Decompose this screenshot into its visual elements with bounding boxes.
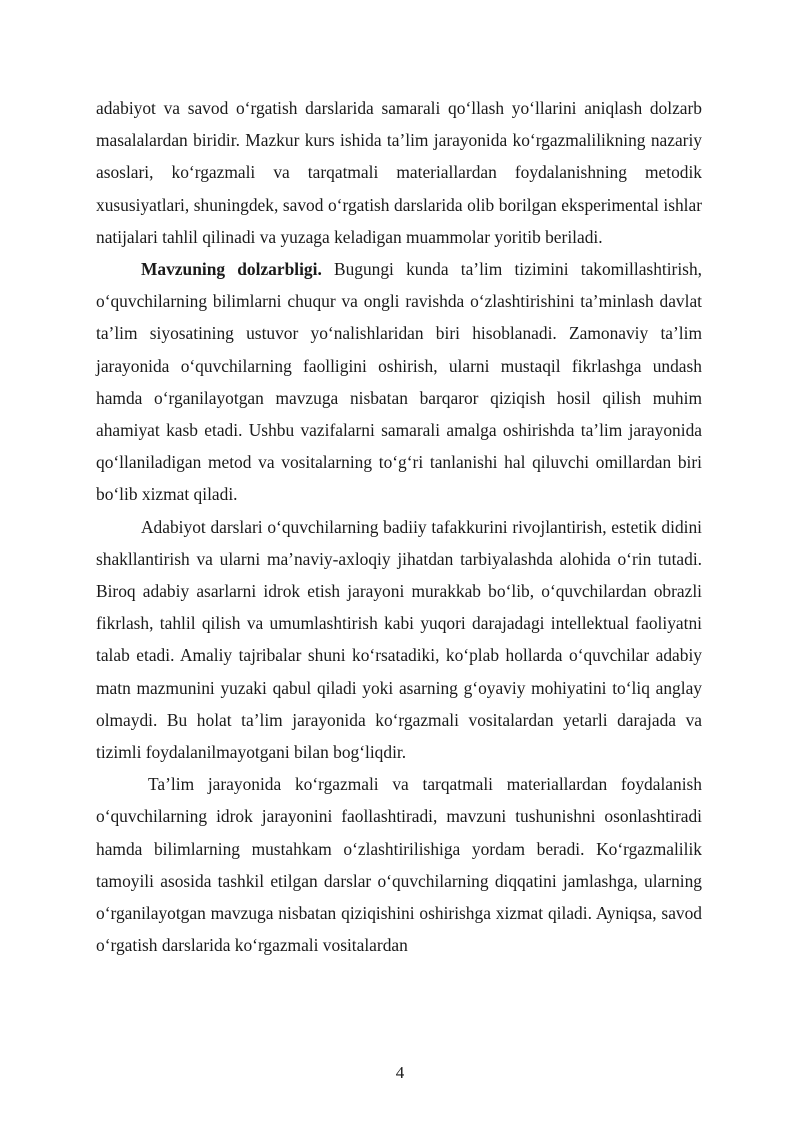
document-body <box>96 92 702 961</box>
paragraph-literature-lessons: Adabiyot darslari o‘quvchilarning badiiy tafakkurini rivojlantirish, estetik didini shakllantirish va ularni ma’naviy-axloqiy jihatdan tarbiyalashda alohida o‘rin tutadi. Biroq adabiy asarlarni idrok etish jarayoni murakkab bo‘lib, o‘quvchilardan obrazli fikrlash, tahlil qilish va umumlashtirish kabi yuqori darajadagi intellektual faoliyatni talab etadi. Amaliy tajribalar shuni ko‘rsatadiki, ko‘plab hollarda o‘quvchilar adabiy matn mazmunini yuzaki qabul qiladi yoki asarning g‘oyaviy mohiyatini to‘liq anglay olmaydi. Bu holat ta’lim jarayonida ko‘rgazmali vositalardan yetarli darajada va tizimli foydalanilmayotgani bilan bog‘liqdir. <box>96 516 702 763</box>
paragraph-relevance <box>96 253 702 511</box>
relevance-text: Bugungi kunda ta’lim tizimini takomillashtirish, o‘quvchilarning bilimlarni chuqur va ongli ravishda o‘zlashtirishini ta’minlash davlat ta’lim siyosatining ustuvor yo‘nalishlaridan biri hisoblanadi. Zamonaviy ta’lim jarayonida o‘quvchilarning faolligini oshirish, ularni mustaqil fikrlashga undash hamda o‘rganilayotgan mavzuga nisbatan barqaror qiziqish hosil qilish muhim ahamiyat kasb etadi. Ushbu vazifalarni samarali amalga oshirishda ta’lim jarayonida qo‘llaniladigan metod va vositalarning to‘g‘ri tanlanishi hal qiluvchi omillardan biri bo‘lib xizmat qiladi. <box>96 259 702 505</box>
paragraph-visual-materials: Ta’lim jarayonida ko‘rgazmali va tarqatmali materiallardan foydalanish o‘quvchilarning idrok jarayonini faollashtiradi, mavzuni tushunishni osonlashtiradi hamda bilimlarning mustahkam o‘zlashtirilishiga yordam beradi. Ko‘rgazmalilik tamoyili asosida tashkil etilgan darslar o‘quvchilarning diqqatini jamlashga, ularning o‘rganilayotgan mavzuga nisbatan qiziqishini oshirishga xizmat qiladi. Ayniqsa, savod o‘rgatish darslarida ko‘rgazmali vositalardan <box>96 774 702 956</box>
relevance-heading: Mavzuning dolzarbligi. <box>141 259 322 280</box>
paragraph-intro-continuation: adabiyot va savod o‘rgatish darslarida samarali qo‘llash yo‘llarini aniqlash dolzarb masalalardan biridir. Mazkur kurs ishida ta’lim jarayonida ko‘rgazmalilikning nazariy asoslari, ko‘rgazmali va tarqatmali materiallardan foydalanishning metodik xususiyatlari, shuningdek, savod o‘rgatish darslarida olib borilgan eksperimental ishlar natijalari tahlil qilinadi va yuzaga keladigan muammolar yoritib beriladi. <box>96 98 702 247</box>
page-number: 4 <box>395 1063 405 1082</box>
